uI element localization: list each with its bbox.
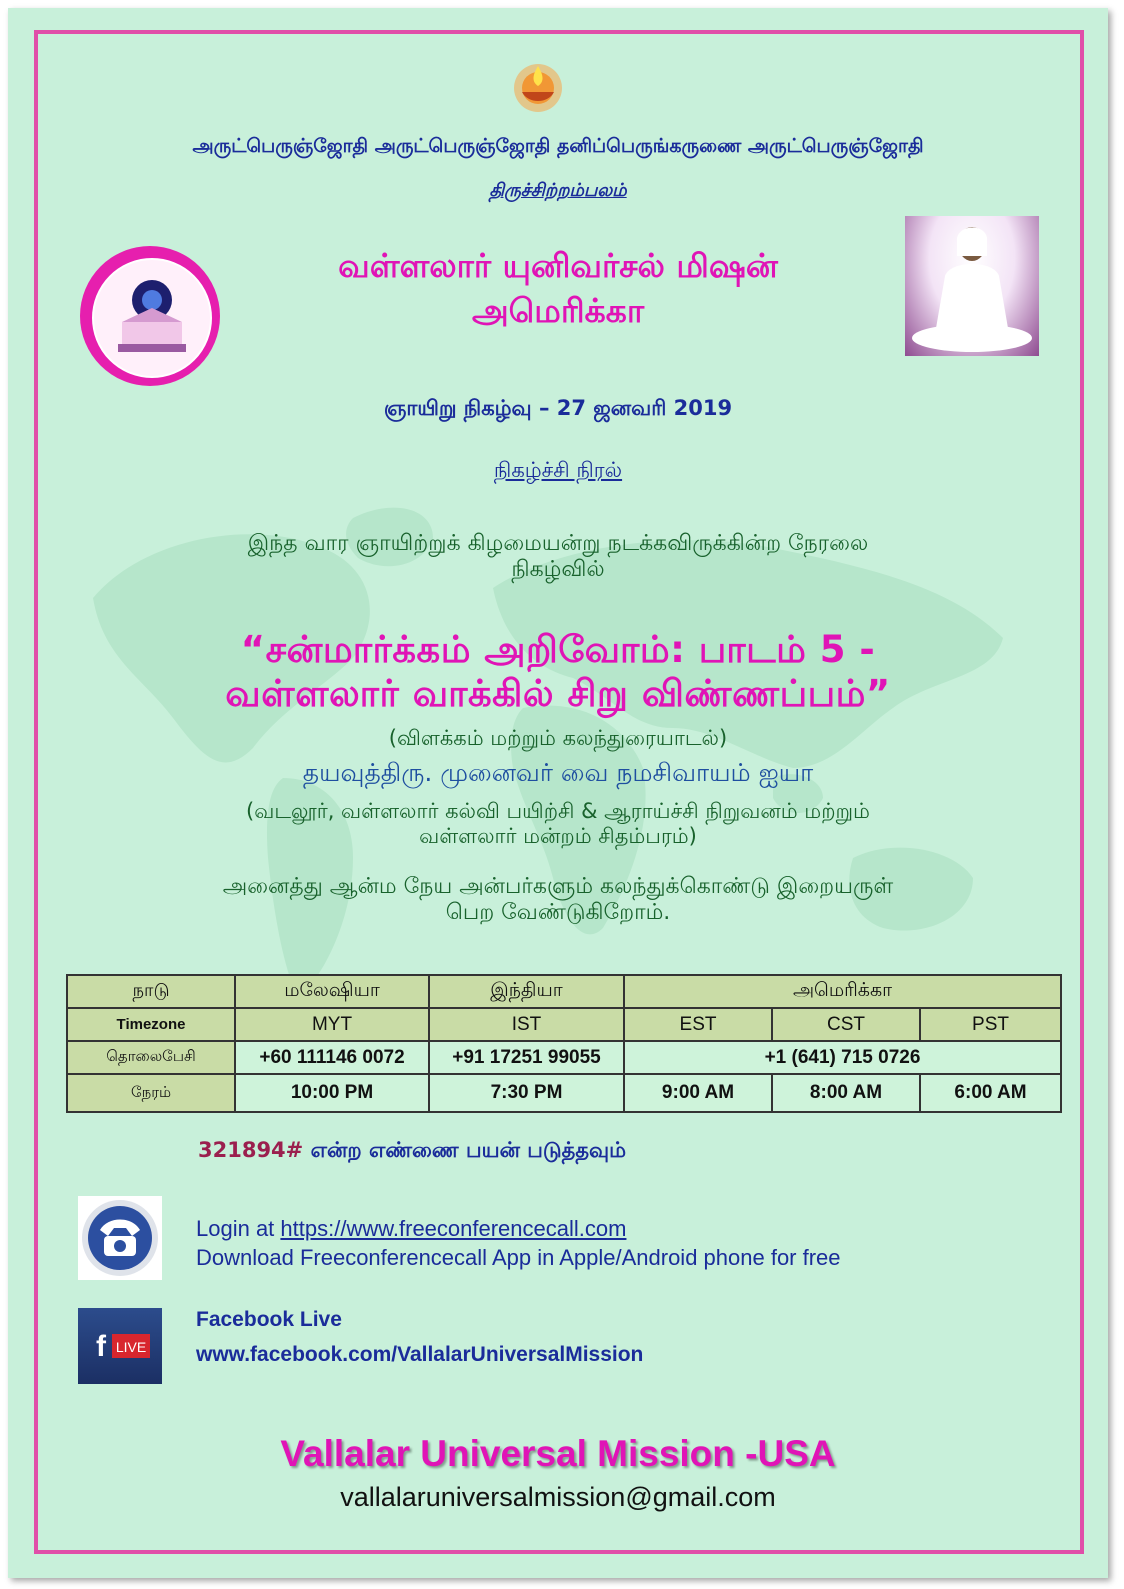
timezone-label: Timezone: [67, 1008, 235, 1041]
topic-line2: வள்ளலார் வாக்கில் சிறு விண்ணப்பம்”: [225, 672, 891, 715]
timezone-cell: CST: [772, 1008, 920, 1041]
login-line: [196, 1216, 626, 1242]
topic-line1: “சன்மார்க்கம் அறிவோம்: பாடம் 5 -: [240, 628, 876, 671]
time-label: நேரம்: [67, 1074, 235, 1112]
country-cell: இந்தியா: [429, 975, 624, 1008]
invite-line1: அனைத்து ஆன்ம நேய அன்பர்களும் கலந்துக்கொண்டு இறையருள்: [222, 874, 894, 899]
seated-figure-icon: [905, 216, 1039, 356]
phone-label: தொலைபேசி: [67, 1041, 235, 1074]
phone-cell: +60 111146 0072: [235, 1041, 429, 1074]
timezone-cell: EST: [624, 1008, 772, 1041]
live-badge-text: LIVE: [115, 1339, 147, 1355]
invocation-text: அருட்பெருஞ்ஜோதி அருட்பெருஞ்ஜோதி தனிப்பெருங்கருணை அருட்பெருஞ்ஜோதி: [192, 135, 924, 157]
affiliation-line2: வள்ளலார் மன்றம் சிதம்பரம்): [419, 824, 697, 848]
access-code: 321894#: [198, 1138, 304, 1162]
org-name-line2: அமெரிக்கா: [471, 291, 645, 330]
intro-line1: இந்த வார ஞாயிற்றுக் கிழமையன்று நடக்கவிருக்கின்ற நேரலை: [247, 531, 869, 556]
oil-lamp-icon: [508, 56, 568, 116]
contact-email[interactable]: vallalaruniversalmission@gmail.com: [340, 1482, 776, 1512]
table-row: [67, 975, 1061, 1008]
table-row: [67, 1074, 1061, 1112]
facebook-title: Facebook Live: [196, 1308, 342, 1331]
speaker-name: தயவுத்திரு. முனைவர் வை நமசிவாயம் ஐயா: [302, 758, 814, 787]
timezone-cell: PST: [920, 1008, 1061, 1041]
time-cell: 6:00 AM: [920, 1074, 1061, 1112]
affiliation-line1: (வடலூர், வள்ளலார் கல்வி பயிற்சி & ஆராய்ச்சி நிறுவனம் மற்றும்: [246, 799, 870, 823]
country-cell: அமெரிக்கா: [624, 975, 1061, 1008]
phone-cell: +91 17251 99055: [429, 1041, 624, 1074]
time-cell: 10:00 PM: [235, 1074, 429, 1112]
access-code-line: [198, 1138, 626, 1165]
flyer-page: [8, 8, 1108, 1578]
time-cell: 7:30 PM: [429, 1074, 624, 1112]
login-prefix: Login at: [196, 1216, 281, 1241]
download-text: Download Freeconferencecall App in Apple/Android phone for free: [196, 1245, 841, 1270]
footer-title: Vallalar Universal Mission -USA: [280, 1433, 836, 1474]
facebook-live-icon: [78, 1308, 162, 1384]
telephone-icon: [78, 1196, 162, 1280]
access-code-text: என்ற எண்ணை பயன் படுத்தவும்: [303, 1138, 626, 1162]
country-label: நாடு: [67, 975, 235, 1008]
time-cell: 9:00 AM: [624, 1074, 772, 1112]
timezone-cell: MYT: [235, 1008, 429, 1041]
table-row: [67, 1008, 1061, 1041]
intro-line2: நிகழ்வில்: [511, 557, 605, 582]
conference-link[interactable]: https://www.freeconferencecall.com: [280, 1216, 627, 1241]
org-name-line1: வள்ளலார் யுனிவர்சல் மிஷன்: [338, 246, 778, 285]
session-format: (விளக்கம் மற்றும் கலந்துரையாடல்): [388, 726, 728, 750]
phone-cell: +1 (641) 715 0726: [624, 1041, 1061, 1074]
blessing-text: திருச்சிற்றம்பலம்: [489, 180, 627, 201]
country-cell: மலேஷியா: [235, 975, 429, 1008]
event-date: ஞாயிறு நிகழ்வு – 27 ஜனவரி 2019: [383, 396, 733, 420]
timezone-cell: IST: [429, 1008, 624, 1041]
portrait-image: [905, 216, 1039, 356]
schedule-table: [66, 974, 1062, 1113]
svg-text:f: f: [96, 1330, 106, 1363]
table-row: [67, 1041, 1061, 1074]
invite-line2: பெற வேண்டுகிறோம்.: [445, 900, 671, 925]
program-heading: நிகழ்ச்சி நிரல்: [493, 458, 623, 482]
time-cell: 8:00 AM: [772, 1074, 920, 1112]
facebook-link[interactable]: www.facebook.com/VallalarUniversalMission: [196, 1343, 644, 1366]
